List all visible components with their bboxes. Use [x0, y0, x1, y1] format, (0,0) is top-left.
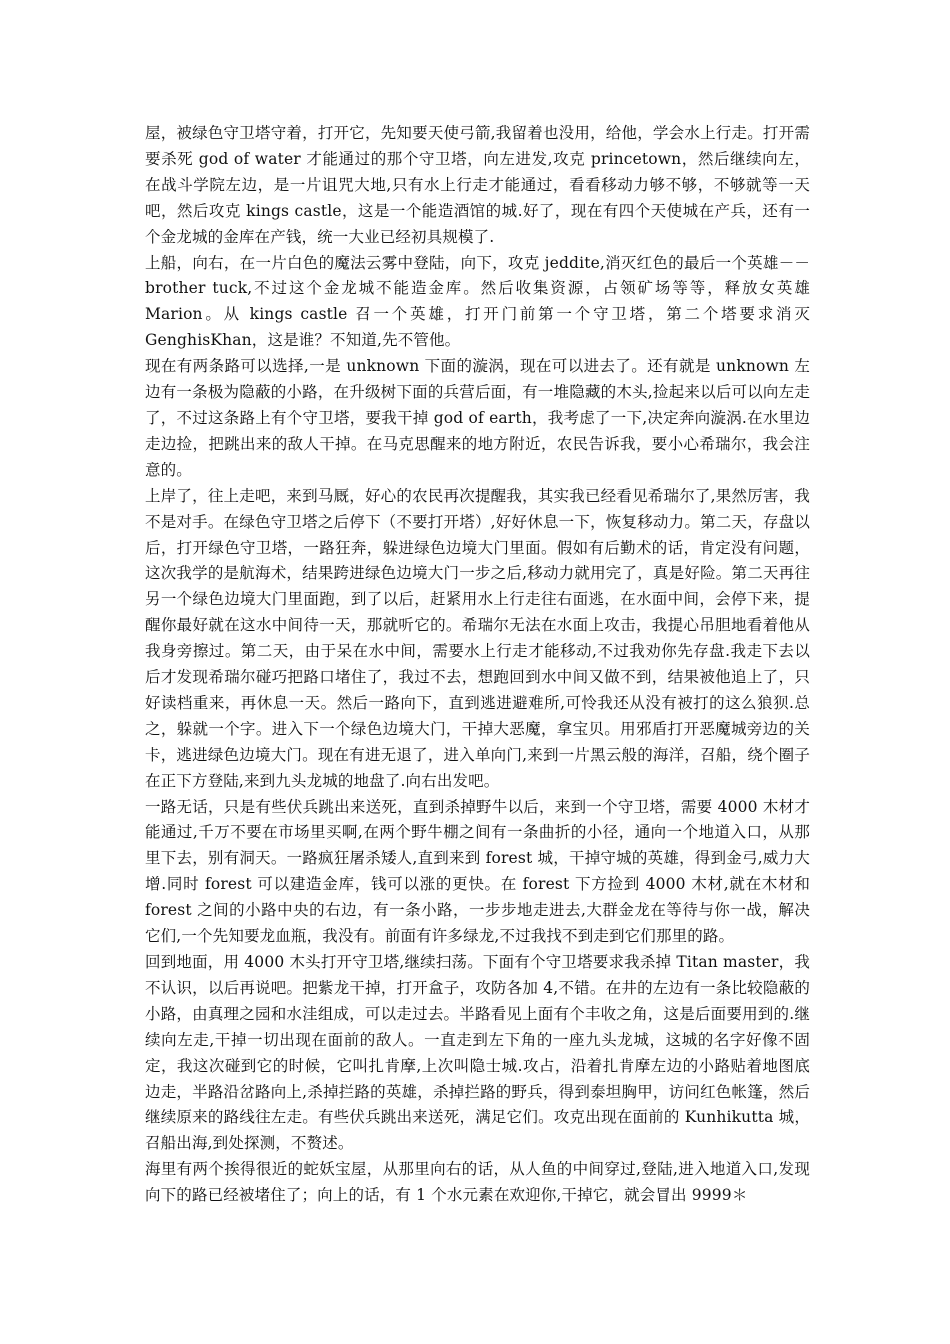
paragraph-1: 屋，被绿色守卫塔守着，打开它，先知要天使弓箭,我留着也没用，给他，学会水上行走。打开需要杀死 god of water 才能通过的那个守卫塔，向左进发,攻克 princetown，然后继续向左，在战斗学院左边，是一片诅咒大地,只有水上行走才能通过，看看移动力够不够，不够就等一天吧，然后攻克 kings castle，这是一个能造酒馆的城.好了，现在有四个天使城在产兵，还有一个金龙城的金库在产钱，统一大业已经初具规模了. — [145, 124, 810, 246]
paragraph-4: 上岸了，往上走吧，来到马厩，好心的农民再次提醒我，其实我已经看见希瑞尔了,果然厉害，我不是对手。在绿色守卫塔之后停下（不要打开塔）,好好休息一下，恢复移动力。第二天，存盘以后，打开绿色守卫塔，一路狂奔，躲进绿色边境大门里面。假如有后勤术的话，肯定没有问题，这次我学的是航海术，结果跨进绿色边境大门一步之后,移动力就用完了，真是好险。第二天再往另一个绿色边境大门里面跑，到了以后，赶紧用水上行走往右面逃，在水面中间，会停下来，提醒你最好就在这水中间待一天，那就听它的。希瑞尔无法在水面上攻击，我提心吊胆地看着他从我身旁擦过。第二天，由于呆在水中间，需要水上行走才能移动,不过我劝你先存盘.我走下去以后才发现希瑞尔碰巧把路口堵住了，我过不去，想跑回到水中间又做不到，结果被他追上了，只好读档重来，再休息一天。然后一路向下，直到逃进避难所,可怜我还从没有被打的这么狼狈.总之，躲就一个字。进入下一个绿色边境大门，干掉大恶魔，拿宝贝。用邪盾打开恶魔城旁边的关卡，逃进绿色边境大门。现在有进无退了，进入单向门,来到一片黑云般的海洋，召船，绕个圈子在正下方登陆,来到九头龙城的地盘了.向右出发吧。 — [145, 486, 810, 790]
paragraph-7: 海里有两个挨得很近的蛇妖宝屋，从那里向右的话，从人鱼的中间穿过,登陆,进入地道入口,发现向下的路已经被堵住了；向上的话，有 1 个水元素在欢迎你,干掉它，就会冒出 9999＊ — [145, 1160, 810, 1205]
paragraph-5: 一路无话，只是有些伏兵跳出来送死，直到杀掉野牛以后，来到一个守卫塔，需要 4000 木材才能通过,千万不要在市场里买啊,在两个野牛棚之间有一条曲折的小径，通向一个地道入口，从那里下去，别有洞天。一路疯狂屠杀矮人,直到来到 forest 城，干掉守城的英雄，得到金弓,威力大增.同时 forest 可以建造金库，钱可以涨的更快。在 forest 下方捡到 4000 木材,就在木材和 forest 之间的小路中央的右边，有一条小路，一步步地走进去,大群金龙在等待与你一战，解决它们,一个先知要龙血瓶，我没有。前面有许多绿龙,不过我找不到走到它们那里的路。 — [145, 797, 810, 946]
paragraph-2: 上船，向右，在一片白色的魔法云雾中登陆，向下，攻克 jeddite,消灭红色的最后一个英雄－－brother tuck,不过这个金龙城不能造金库。然后收集资源，占领矿场等等，释放女英雄 Marion。从 kings castle 召一个英雄，打开门前第一个守卫塔，第二个塔要求消灭 GenghisKhan，这是谁？不知道,先不管他。 — [145, 253, 810, 350]
document-body — [145, 121, 810, 1209]
paragraph-6: 回到地面，用 4000 木头打开守卫塔,继续扫荡。下面有个守卫塔要求我杀掉 Titan master，我不认识，以后再说吧。把紫龙干掉，打开盒子，攻防各加 4,不错。在井的左边有一条比较隐蔽的小路，由真理之园和水洼组成，可以走过去。半路看见上面有个丰收之角，这是后面要用到的.继续向左走,干掉一切出现在面前的敌人。一直走到左下角的一座九头龙城，这城的名字好像不固定，我这次碰到它的时候，它叫扎肯摩,上次叫隐士城.攻占，沿着扎肯摩左边的小路贴着地图底边走，半路沿岔路向上,杀掉拦路的英雄，杀掉拦路的野兵，得到泰坦胸甲，访问红色帐篷，然后继续原来的路线往左走。有些伏兵跳出来送死，满足它们。攻克出现在面前的 Kunhikutta 城，召船出海,到处探测，不赘述。 — [145, 953, 810, 1153]
paragraph-3: 现在有两条路可以选择,一是 unknown 下面的漩涡，现在可以进去了。还有就是 unknown 左边有一条极为隐蔽的小路，在升级树下面的兵营后面，有一堆隐藏的木头,捡起来以后可以向左走了，不过这条路上有个守卫塔，要我干掉 god of earth，我考虑了一下,决定奔向漩涡.在水里边走边捡，把跳出来的敌人干掉。在马克思醒来的地方附近，农民告诉我，要小心希瑞尔，我会注意的。 — [145, 357, 810, 479]
